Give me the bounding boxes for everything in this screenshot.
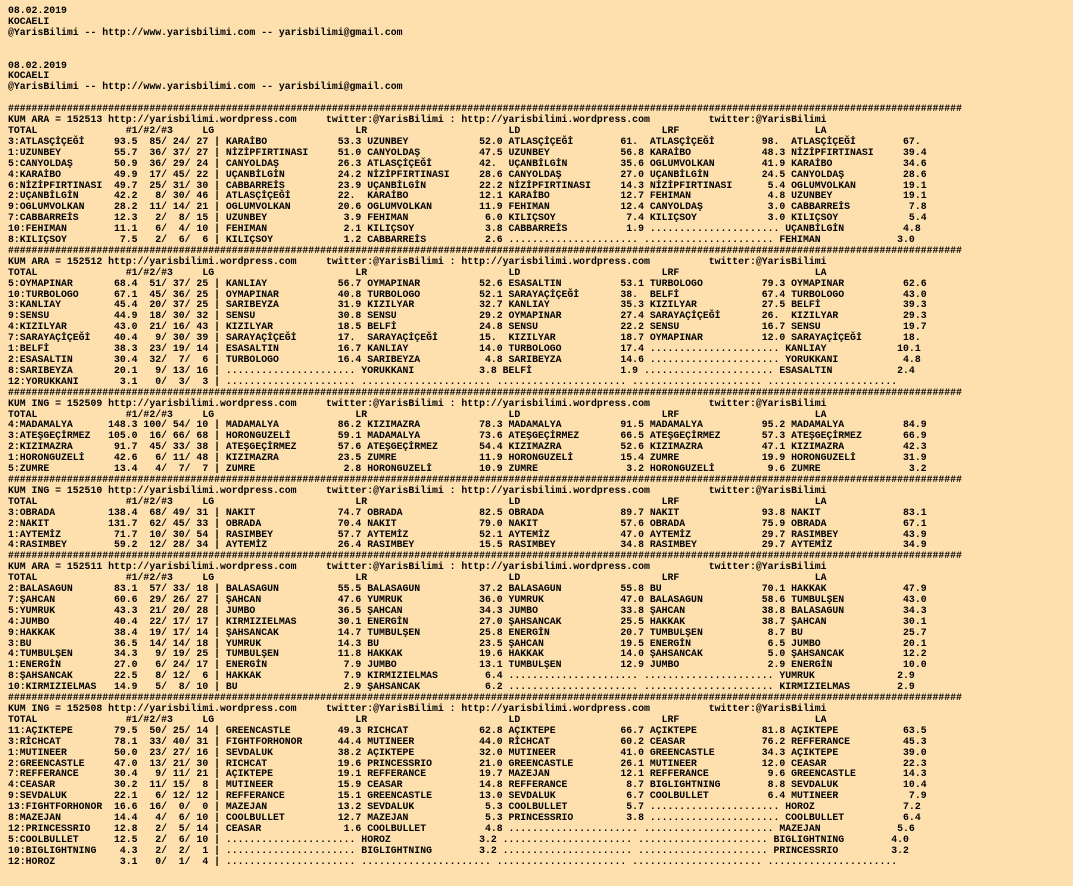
report-line: 3:OBRADA 138.4 68/ 49/ 31 | NAKIT 74.7 OBRADA 82.5 OBRADA 89.7 NAKIT 93.8 NAKIT 83.1 <box>8 506 927 518</box>
report-line: 8:MAZEJAN 14.4 4/ 6/ 10 | COOLBULLET 12.7 MAZEJAN 5.3 PRINCESSRIO 3.8 ...................... COOLBULLET 6.4 <box>8 812 921 824</box>
report-line: 12:YORUKKANI 3.1 0/ 3/ 3 | ...................... ...................... ...................... ...................... ...................... <box>8 375 898 387</box>
report-line: 2:UÇANBİLGİN 42.2 8/ 30/ 46 | ATLASÇİÇEĞİ 22. KARAİBO 12.1 KARAİBO 12.7 FEHIMAN 4.8 UZUNBEY 19.1 <box>8 190 927 202</box>
report-line: 2:BALASAGUN 83.1 57/ 33/ 18 | BALASAGUN 55.5 BALASAGUN 37.2 BALASAGUN 55.8 BU 70.1 HAKKAK 47.9 <box>8 583 927 595</box>
report-line: 2:KIZIMAZRA 91.7 45/ 33/ 38 | ATEŞGEÇİRMEZ 57.6 ATEŞGEÇİRMEZ 54.4 KIZIMAZRA 52.6 KIZIMAZRA 47.1 KIZIMAZRA 42.3 <box>8 441 927 453</box>
report-line: 9:SEVDALUK 22.1 6/ 12/ 12 | REFFERANCE 15.1 GREENCASTLE 13.0 SEVDALUK 6.7 COOLBULLET 6.4 MUTINEER 7.9 <box>8 790 927 802</box>
report-line: 12:PRINCESSRIO 12.8 2/ 5/ 14 | CEASAR 1.6 COOLBULLET 4.8 ...................... ...................... MAZEJAN 5.6 <box>8 822 915 834</box>
report-line: 8:KILIÇSOY 7.5 2/ 6/ 6 | KILIÇSOY 1.2 CABBARREİS 2.6 ...................... ...................... FEHIMAN 3.0 <box>8 234 915 246</box>
report-line: 6:NİZİPFIRTINASI 49.7 25/ 31/ 30 | CABBARREİS 23.9 UÇANBİLGİN 22.2 NİZİPFIRTINASI 14.3 NİZİPFIRTINASI 5.4 OGLUMVOLKAN 19.1 <box>8 179 927 191</box>
report-line: 3:RİCHCAT 78.1 33/ 40/ 31 | FIGHTFORHONOR 44.4 MUTINEER 44.0 RİCHCAT 60.2 CEASAR 76.2 REFFERANCE 45.3 <box>8 735 927 747</box>
separator-line: ################################################################################################################################################################## <box>8 244 962 256</box>
report-line: 2:NAKIT 131.7 62/ 45/ 33 | OBRADA 70.4 NAKIT 79.0 NAKIT 57.6 OBRADA 75.9 OBRADA 67.1 <box>8 517 927 529</box>
report-line: 4:JUMBO 40.4 22/ 17/ 17 | KIRMIZIELMAS 30.1 ENERGİN 27.0 ŞAHSANCAK 25.5 HAKKAK 38.7 ŞAHCAN 30.1 <box>8 615 927 627</box>
report-line: KUM ARA = 152513 http://yarisbilimi.wordpress.com twitter:@YarisBilimi : http://yarisbilimi.wordpress.com twitter:@YarisBilimi <box>8 114 827 126</box>
report-line: 08.02.2019 <box>8 59 67 71</box>
report-line: 9:SENSU 44.9 18/ 30/ 32 | SENSU 30.8 SENSU 29.2 OYMAPINAR 27.4 SARAYAÇİÇEĞİ 26. KIZILYAR 29.3 <box>8 310 927 322</box>
report-line: 9:OGLUMVOLKAN 28.2 11/ 14/ 21 | OGLUMVOLKAN 20.6 OGLUMVOLKAN 11.9 FEHIMAN 12.4 CANYOLDAŞ 3.0 CABBARREİS 7.8 <box>8 201 927 213</box>
separator-line: ################################################################################################################################################################## <box>8 386 962 398</box>
separator-line: ################################################################################################################################################################## <box>8 103 962 115</box>
report-line: TOTAL #1/#2/#3 LG LR LD LRF LA <box>8 408 827 420</box>
report-line: 13:FIGHTFORHONOR 16.6 16/ 0/ 0 | MAZEJAN 13.2 SEVDALUK 5.3 COOLBULLET 5.7 ...................... HOROZ 7.2 <box>8 801 921 813</box>
report-line: KOCAELI <box>8 70 50 82</box>
report-line: 4:KIZILYAR 43.0 21/ 16/ 43 | KIZILYAR 18.5 BELFİ 24.8 SENSU 22.2 SENSU 16.7 SENSU 19.7 <box>8 321 927 333</box>
report-line: 3:ATEŞGEÇİRMEZ 105.0 16/ 66/ 68 | HORONGUZELİ 59.1 MADAMALYA 73.6 ATEŞGEÇİRMEZ 66.5 ATEŞGEÇİRMEZ 57.3 ATEŞGEÇİRMEZ 66.9 <box>8 430 927 442</box>
report-line: 11:AÇIKTEPE 79.5 50/ 25/ 14 | GREENCASTLE 49.3 RICHCAT 62.8 AÇIKTEPE 66.7 AÇIKTEPE 81.8 AÇIKTEPE 63.5 <box>8 724 927 736</box>
report-line: 3:KANLIAY 45.4 20/ 37/ 25 | SARIBEYZA 31.9 KIZILYAR 32.7 KANLIAY 35.3 KIZILYAR 27.5 BELFİ 39.3 <box>8 299 927 311</box>
report-line: 4:MADAMALYA 148.3 100/ 54/ 10 | MADAMALYA 86.2 KIZIMAZRA 78.3 MADAMALYA 91.5 MADAMALYA 95.2 MADAMALYA 84.9 <box>8 419 927 431</box>
report-line: 4:RASIMBEY 59.2 12/ 28/ 34 | AYTEMİZ 26.4 RASIMBEY 15.5 RASIMBEY 34.8 RASIMBEY 29.7 AYTEMİZ 34.9 <box>8 539 927 551</box>
report-line: 10:FEHIMAN 11.1 6/ 4/ 10 | FEHIMAN 2.1 KILIÇSOY 3.8 CABBARREİS 1.9 ...................... UÇANBİLGİN 4.8 <box>8 223 921 235</box>
report-line: @YarisBilimi -- http://www.yarisbilimi.com -- yarisbilimi@gmail.com <box>8 81 403 93</box>
report-line: 8:SARIBEYZA 20.1 9/ 13/ 16 | ...................... YORUKKANI 3.8 BELFİ 1.9 ...................... ESASALTIN 2.4 <box>8 364 915 376</box>
report-line: 7:SARAYAÇİÇEĞİ 40.4 9/ 30/ 39 | SARAYAÇİÇEĞİ 17. SARAYAÇİÇEĞİ 15. KIZILYAR 18.7 OYMAPINAR 12.0 SARAYAÇİÇEĞİ 18. <box>8 332 921 344</box>
report-line: 2:ESASALTIN 30.4 32/ 7/ 6 | TURBOLOGO 16.4 SARIBEYZA 4.8 SARIBEYZA 14.6 ...................... YORUKKANI 4.8 <box>8 354 921 365</box>
report-line: 1:BELFİ 38.3 23/ 19/ 14 | ESASALTIN 16.7 KANLIAY 14.0 TURBOLOGO 17.4 ...................... KANLIAY 10.1 <box>8 343 921 355</box>
report-line <box>8 50 1073 61</box>
report-line: KUM ING = 152509 http://yarisbilimi.wordpress.com twitter:@YarisBilimi : http://yarisbilimi.wordpress.com twitter:@YarisBilimi <box>8 397 827 409</box>
report-line: KUM ARA = 152511 http://yarisbilimi.wordpress.com twitter:@YarisBilimi : http://yarisbilimi.wordpress.com twitter:@YarisBilimi <box>8 561 827 573</box>
report-line: KOCAELI <box>8 15 50 27</box>
report-line: 10:TURBOLOGO 67.1 45/ 36/ 25 | OYMAPINAR 40.8 TURBOLOGO 52.1 SARAYAÇİÇEĞİ 38. BELFİ 67.4 TURBOLOGO 43.0 <box>8 288 927 300</box>
separator-line: ################################################################################################################################################################## <box>8 473 962 485</box>
report-line: 5:OYMAPINAR 68.4 51/ 37/ 25 | KANLIAY 56.7 OYMAPINAR 52.6 ESASALTIN 53.1 TURBOLOGO 79.3 OYMAPINAR 62.6 <box>8 277 927 289</box>
report-line: 1:MUTINEER 50.0 23/ 27/ 16 | SEVDALUK 38.2 AÇIKTEPE 32.0 MUTINEER 41.0 GREENCASTLE 34.3 AÇIKTEPE 39.0 <box>8 746 927 758</box>
report-line: 10:BIGLIGHTNING 4.3 2/ 2/ 1 | ...................... BIGLIGHTNING 3.2 ...................... ...................... PRINCESSRIO 3.2 <box>8 844 909 856</box>
report-line: TOTAL #1/#2/#3 LG LR LD LRF LA <box>8 124 827 136</box>
report-line: KUM ING = 152508 http://yarisbilimi.wordpress.com twitter:@YarisBilimi : http://yarisbilimi.wordpress.com twitter:@YarisBilimi <box>8 703 827 714</box>
report-line: 7:CABBARREİS 12.3 2/ 8/ 15 | UZUNBEY 3.9 FEHIMAN 6.0 KILIÇSOY 7.4 KILIÇSOY 3.0 KILIÇSOY 5.4 <box>8 212 927 224</box>
report-line: 8:ŞAHSANCAK 22.5 8/ 12/ 6 | HAKKAK 7.9 KIRMIZIELMAS 6.4 ...................... ...................... YUMRUK 2.9 <box>8 670 915 682</box>
report-line: 4:CEASAR 30.2 11/ 15/ 8 | MUTINEER 15.9 CEASAR 14.8 REFFERANCE 8.7 BIGLIGHTNING 8.8 SEVDALUK 10.4 <box>8 779 927 791</box>
report-line: 5:YUMRUK 43.3 21/ 20/ 28 | JUMBO 36.5 ŞAHCAN 34.3 JUMBO 33.8 ŞAHCAN 38.8 BALASAGUN 34.3 <box>8 604 927 616</box>
report-line: TOTAL #1/#2/#3 LG LR LD LRF LA <box>8 713 827 725</box>
report-line: KUM ARA = 152512 http://yarisbilimi.wordpress.com twitter:@YarisBilimi : http://yarisbilimi.wordpress.com twitter:@YarisBilimi <box>8 255 827 267</box>
report-line: 4:TUMBULŞEN 34.3 9/ 19/ 25 | TUMBULŞEN 11.8 HAKKAK 19.6 HAKKAK 14.0 ŞAHSANCAK 5.0 ŞAHSANCAK 12.2 <box>8 648 927 660</box>
report-line: 10:KIRMIZIELMAS 14.9 5/ 8/ 10 | BU 2.9 ŞAHSANCAK 6.2 ...................... ...................... KIRMIZIELMAS 2.9 <box>8 681 915 693</box>
report-line: 08.02.2019 <box>8 5 67 16</box>
report-line: 1:HORONGUZELİ 42.6 6/ 11/ 48 | KIZIMAZRA 23.5 ZUMRE 11.9 HORONGUZELİ 15.4 ZUMRE 19.9 HORONGUZELİ 31.9 <box>8 452 927 464</box>
report-line: 3:BU 36.5 14/ 14/ 18 | YUMRUK 14.3 BU 23.5 ŞAHCAN 19.5 ENERGİN 6.5 JUMBO 20.1 <box>8 637 927 649</box>
report-line: 2:GREENCASTLE 47.0 13/ 21/ 30 | RICHCAT 19.6 PRINCESSRIO 21.0 GREENCASTLE 26.1 MUTINEER 12.0 CEASAR 22.3 <box>8 757 927 769</box>
report-line: 9:HAKKAK 38.4 19/ 17/ 14 | ŞAHSANCAK 14.7 TUMBULŞEN 25.8 ENERGİN 20.7 TUMBULŞEN 8.7 BU 25.7 <box>8 626 927 638</box>
report-line: 1:AYTEMİZ 71.7 10/ 30/ 54 | RASIMBEY 57.7 AYTEMİZ 52.1 AYTEMİZ 47.0 AYTEMİZ 29.7 RASIMBEY 43.9 <box>8 528 927 540</box>
report-line: 5:COOLBULLET 12.5 2/ 6/ 10 | ...................... HOROZ 3.2 ...................... ...................... BIGLIGHTNING 4.0 <box>8 833 909 845</box>
separator-line: ################################################################################################################################################################## <box>8 550 962 562</box>
report-line <box>8 39 1073 50</box>
report-line: TOTAL #1/#2/#3 LG LR LD LRF LA <box>8 572 827 584</box>
report-line: 7:REFFERANCE 30.4 9/ 11/ 21 | AÇIKTEPE 19.1 REFFERANCE 19.7 MAZEJAN 12.1 REFFERANCE 9.6 GREENCASTLE 14.3 <box>8 768 927 780</box>
report-line: 12:HOROZ 3.1 0/ 1/ 4 | ...................... ...................... ...................... ...................... ...................... <box>8 855 898 867</box>
report-line: KUM ING = 152510 http://yarisbilimi.wordpress.com twitter:@YarisBilimi : http://yarisbilimi.wordpress.com twitter:@YarisBilimi <box>8 484 827 496</box>
report-line: 1:UZUNBEY 55.7 36/ 37/ 27 | NİZİPFIRTINASI 51.0 CANYOLDAŞ 47.5 UZUNBEY 56.8 KARAİBO 48.3 NİZİPFIRTINASI 39.4 <box>8 146 927 158</box>
report-line: 5:ZUMRE 13.4 4/ 7/ 7 | ZUMRE 2.8 HORONGUZELİ 10.9 ZUMRE 3.2 HORONGUZELİ 9.6 ZUMRE 3.2 <box>8 463 927 475</box>
report-line: TOTAL #1/#2/#3 LG LR LD LRF LA <box>8 495 827 507</box>
separator-line: ################################################################################################################################################################## <box>8 692 962 704</box>
report-line: TOTAL #1/#2/#3 LG LR LD LRF LA <box>8 266 827 278</box>
report-line: 7:ŞAHCAN 60.6 29/ 26/ 27 | ŞAHCAN 47.6 YUMRUK 36.0 YUMRUK 47.0 BALASAGUN 58.6 TUMBULŞEN 43.0 <box>8 593 927 605</box>
report-line: 3:ATLASÇİÇEĞİ 93.5 85/ 24/ 27 | KARAİBO 53.3 UZUNBEY 52.0 ATLASÇİÇEĞİ 61. ATLASÇİÇEĞİ 98. ATLASÇİÇEĞİ 67. <box>8 135 921 147</box>
report-line: 1:ENERGİN 27.0 6/ 24/ 17 | ENERGİN 7.9 JUMBO 13.1 TUMBULŞEN 12.9 JUMBO 2.9 ENERGİN 10.0 <box>8 659 927 671</box>
report-line: 4:KARAİBO 49.9 17/ 45/ 22 | UÇANBİLGİN 24.2 NİZİPFIRTINASI 28.6 CANYOLDAŞ 27.0 UÇANBİLGİN 24.5 CANYOLDAŞ 28.6 <box>8 168 927 180</box>
report-line: 5:CANYOLDAŞ 50.9 36/ 29/ 24 | CANYOLDAŞ 26.3 ATLASÇİÇEĞİ 42. UÇANBİLGİN 35.6 OGLUMVOLKAN 41.9 KARAİBO 34.6 <box>8 157 927 169</box>
report-line: @YarisBilimi -- http://www.yarisbilimi.com -- yarisbilimi@gmail.com <box>8 26 403 38</box>
